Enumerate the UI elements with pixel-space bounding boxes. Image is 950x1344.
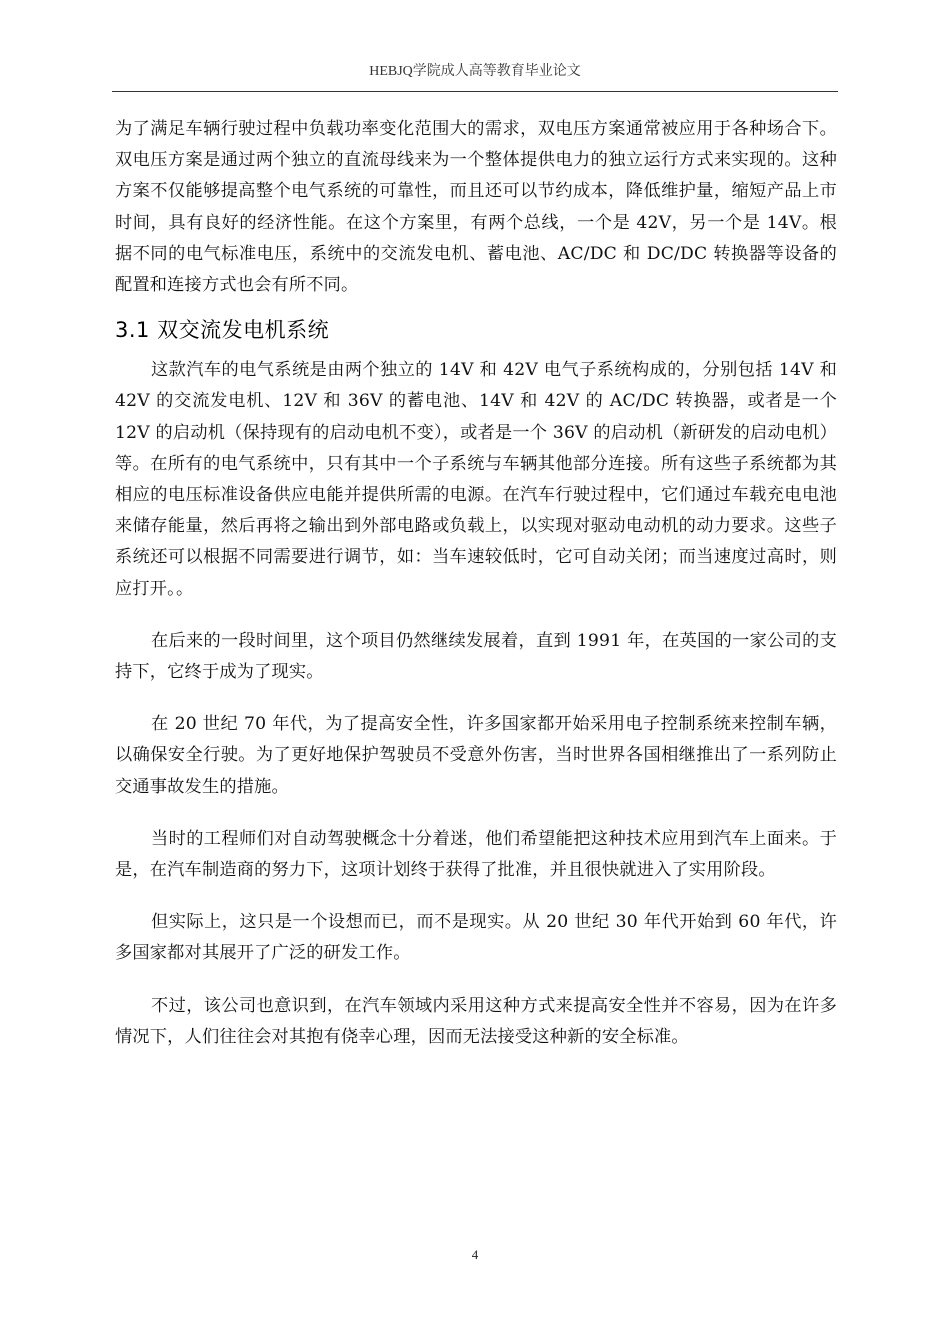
intro-paragraph: 为了满足车辆行驶过程中负载功率变化范围大的需求，双电压方案通常被应用于各种场合下。双电压方案是通过两个独立的直流母线来为一个整体提供电力的独立运行方式来实现的。这种方案不仅能够提高整个电气系统的可靠性，而且还可以节约成本，降低维护量，缩短产品上市时间，具有良好的经济性能。在这个方案里，有两个总线，一个是 42V，另一个是 14V。根据不同的电气标准电压，系统中的交流发电机、蓄电池、AC/DC 和 DC/DC 转换器等设备的配置和连接方式也会有所不同。: [115, 119, 837, 296]
page-number: 4: [471, 1247, 479, 1262]
body-paragraph-5: 但实际上，这只是一个设想而已，而不是现实。从 20 世纪 30 年代开始到 60 年代，许多国家都对其展开了广泛的研发工作。: [115, 912, 837, 964]
section-heading: 3.1 双交流发电机系统: [115, 318, 330, 343]
body-paragraph-4: 当时的工程师们对自动驾驶概念十分着迷，他们希望能把这种技术应用到汽车上面来。于是，在汽车制造商的努力下，这项计划终于获得了批准，并且很快就进入了实用阶段。: [115, 828, 837, 881]
body-paragraph-2: 在后来的一段时间里，这个项目仍然继续发展着，直到 1991 年，在英国的一家公司的支持下，它终于成为了现实。: [115, 630, 837, 683]
running-header: HEBJQ学院成人高等教育毕业论文: [369, 64, 581, 79]
body-paragraph-1: 这款汽车的电气系统是由两个独立的 14V 和 42V 电气子系统构成的，分别包括 14V 和 42V 的交流发电机、12V 和 36V 的蓄电池、14V 和 42V 的 AC/DC 转换器，或者是一个 12V 的启动机（保持现有的启动电机不变），或者是一个 36V 的启动机（新研发的启动电机）等。在所有的电气系统中，只有其中一个子系统与车辆其他部分连接。所有这些子系统都为其相应的电压标准设备供应电能并提供所需的电源。在汽车行驶过程中，它们通过车载充电电池来储存能量，然后再将之输出到外部电路或负载上，以实现对驱动电动机的动力要求。这些子系统还可以根据不同需要进行调节，如：当车速较低时，它可自动关闭；而当速度过高时，则应打开。。: [115, 360, 837, 599]
body-paragraph-6: 不过，该公司也意识到，在汽车领域内采用这种方式来提高安全性并不容易，因为在许多情况下，人们往往会对其抱有侥幸心理，因而无法接受这种新的安全标准。: [115, 995, 837, 1047]
header-divider: [112, 91, 838, 92]
body-paragraph-3: 在 20 世纪 70 年代，为了提高安全性，许多国家都开始采用电子控制系统来控制车辆，以确保安全行驶。为了更好地保护驾驶员不受意外伤害，当时世界各国相继推出了一系列防止交通事故发生的措施。: [115, 714, 837, 797]
page-body: [115, 114, 837, 1053]
